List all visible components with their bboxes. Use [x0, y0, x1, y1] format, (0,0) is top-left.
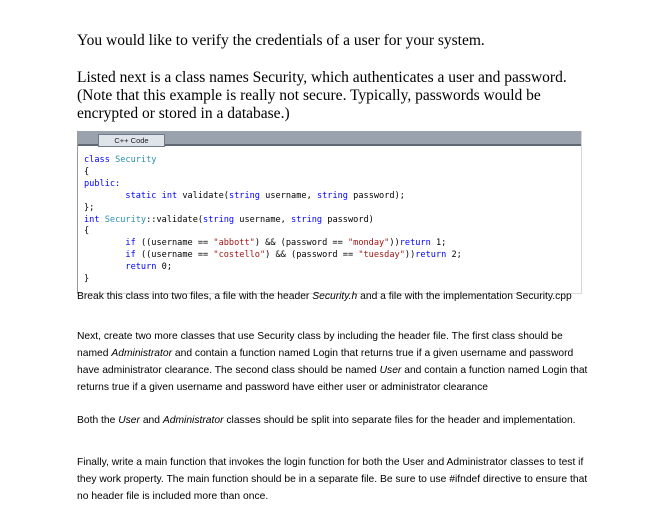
next-text: Next, create two more classes that use Security class by including the header file. The first class should be named	[77, 331, 563, 359]
code-text: ((username ==	[140, 250, 209, 261]
code-keyword: int	[161, 190, 178, 201]
code-string: "monday"	[347, 238, 390, 249]
code-tab-label: C++ Code	[98, 134, 165, 147]
code-text: ((username ==	[140, 238, 209, 249]
code-keyword: if	[125, 250, 136, 261]
code-text: {	[84, 166, 90, 177]
next-text: and contain a function named Login that returns true if a given username and password have either user or administrator clearance	[77, 365, 588, 393]
code-text: ::validate(	[146, 214, 204, 225]
code-text: ))	[389, 238, 400, 249]
code-string: "abbott"	[213, 238, 255, 249]
administrator-class-name: Administrator	[111, 348, 173, 359]
code-text: validate(	[182, 190, 229, 201]
code-type: Security	[115, 155, 157, 165]
listed-paragraph: Listed next is a class names Security, which authenticates a user and password. (Note that this example is really not secure. Typically, passwords would be encrypted or stored in a database.)	[77, 69, 567, 122]
code-keyword: int	[84, 214, 100, 225]
break-text: Break this class into two files, a file with the header	[77, 291, 313, 302]
code-type: Security	[104, 214, 147, 225]
break-text: and a file with the implementation Security.cpp	[357, 291, 572, 302]
code-text: username,	[239, 214, 286, 225]
code-text: }	[84, 274, 90, 285]
finally-paragraph: Finally, write a main function that invokes the login function for both the User and Administrator classes to test if they work property. The main function should be in a separate file. Be sure to use #ifndef directive to ensure that no header file is included more than once.	[77, 457, 588, 502]
both-text: classes should be split into separate files for the header and implementation.	[223, 415, 576, 426]
code-keyword: return	[415, 250, 447, 261]
code-block	[77, 131, 582, 294]
intro-paragraph: You would like to verify the credentials of a user for your system.	[77, 32, 485, 49]
code-text: password)	[327, 214, 374, 225]
code-keyword: return	[125, 262, 157, 273]
code-keyword: static	[125, 190, 157, 201]
code-keyword: string	[316, 190, 348, 201]
administrator-class-name: Administrator	[162, 415, 224, 426]
code-text: ) && (password ==	[265, 250, 354, 261]
user-class-name: User	[379, 365, 402, 376]
code-text: {	[84, 226, 90, 237]
code-string: "costello"	[213, 250, 266, 261]
code-text: 0;	[161, 262, 172, 273]
code-keyword: return	[399, 238, 431, 249]
both-paragraph	[77, 412, 592, 429]
code-text: password);	[353, 190, 405, 201]
code-text: };	[84, 202, 95, 213]
code-block-header	[78, 131, 581, 146]
code-text: ))	[404, 250, 416, 261]
header-filename: Security.h	[312, 291, 358, 302]
break-paragraph	[77, 288, 592, 305]
both-text: and	[139, 415, 163, 426]
code-string: "tuesday"	[358, 250, 405, 261]
code-listing	[84, 155, 462, 286]
code-keyword: public:	[84, 178, 121, 189]
code-keyword: string	[203, 214, 235, 225]
code-text: username,	[265, 190, 312, 201]
code-keyword: if	[125, 238, 136, 249]
next-text: and contain a function named Login that returns true if a given username and password have administrator clearance. The second class should be named	[77, 348, 574, 376]
code-keyword: class	[84, 155, 110, 165]
code-keyword: string	[228, 190, 260, 201]
both-text: Both the	[77, 415, 119, 426]
code-text: 1;	[435, 238, 447, 249]
next-paragraph	[77, 328, 592, 396]
code-text: 2;	[451, 250, 462, 261]
code-text: ) && (password ==	[254, 238, 343, 249]
user-class-name: User	[118, 415, 140, 426]
code-keyword: string	[291, 214, 323, 225]
